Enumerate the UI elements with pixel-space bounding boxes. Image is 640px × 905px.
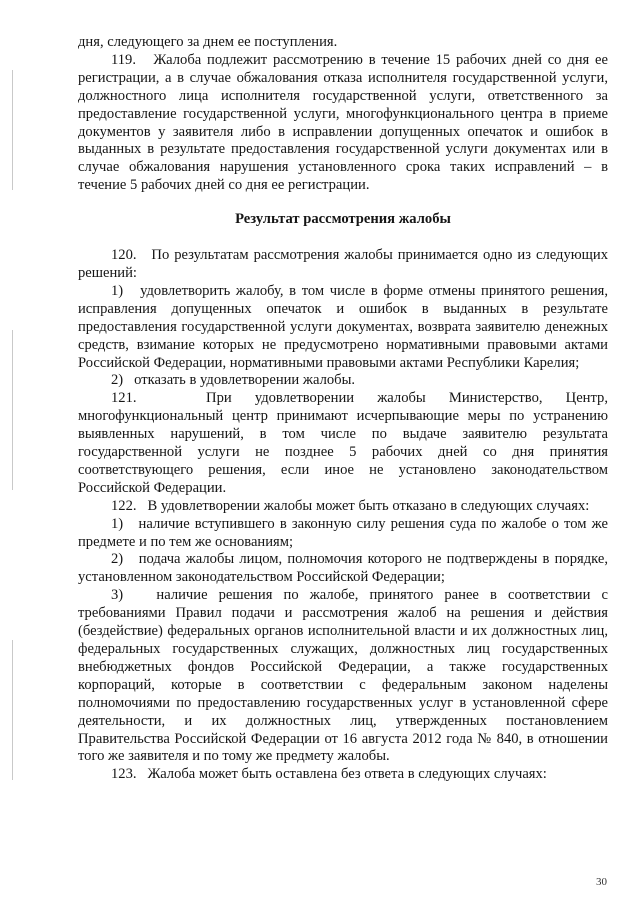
paragraph-120-item-2: 2) отказать в удовлетворении жалобы.	[111, 372, 356, 389]
paragraph-123: 123. Жалоба может быть оставлена без ответа в следующих случаях:	[111, 766, 547, 783]
paragraph-121: 121. При удовлетворении жалобы Министерство, Центр, многофункциональный центр принимают исчерпывающие меры по устранению выявленных нарушений, в том числе по выдаче заявителю результата государственной услуги не позднее 5 рабочих дней со дня принятия соответствующего решения, если иное не установлено законодательством Российской Федерации.	[78, 390, 608, 496]
page-number: 30	[596, 876, 607, 888]
section-heading: Результат рассмотрения жалобы	[235, 211, 451, 228]
scan-margin-mark	[12, 640, 13, 780]
paragraph-122: 122. В удовлетворении жалобы может быть отказано в следующих случаях:	[111, 497, 590, 514]
paragraph-119: 119. Жалоба подлежит рассмотрению в течение 15 рабочих дней со дня ее регистрации, а в случае обжалования отказа исполнителя государственной услуги, должностного лица исполнителя государственной услуги, ответственного за предоставление государственной услуги, многофункционального центра в приеме документов у заявителя либо в исправлении допущенных опечаток и ошибок в выданных в результате предоставления государственной услуги документах или в случае обжалования нарушения установленного срока таких исправлений – в течение 5 рабочих дней со дня ее регистрации.	[78, 51, 608, 194]
paragraph-122-item-1: 1) наличие вступившего в законную силу решения суда по жалобе о том же предмете и по тем же основаниям;	[78, 515, 608, 550]
scan-margin-mark	[12, 330, 13, 490]
paragraph-122-item-3: 3) наличие решения по жалобе, принятого ранее в соответствии с требованиями Правил подачи и рассмотрения жалоб на решения и действия (бездействие) федеральных органов исполнительной власти и их должностных лиц, федеральных государственных служащих, должностных лиц государственных внебюджетных фондов Российской Федерации, а также государственных корпораций, которые в соответствии с федеральным законом наделены полномочиями по предоставлению государственных услуг в установленной сфере деятельности, и их должностных лиц, утвержденных постановлением Правительства Российской Федерации от 16 августа 2012 года № 840, в отношении того же заявителя и по тому же предмету жалобы.	[78, 587, 608, 765]
paragraph-continuation: дня, следующего за днем ее поступления.	[78, 34, 338, 50]
paragraph-122-item-2: 2) подача жалобы лицом, полномочия которого не подтверждены в порядке, установленном законодательством Российской Федерации;	[78, 551, 608, 586]
paragraph-120-item-1: 1) удовлетворить жалобу, в том числе в форме отмены принятого решения, исправления допущенных опечаток и ошибок в выданных в результате предоставления государственной услуги документах, возврата заявителю денежных средств, взимание которых не предусмотрено нормативными правовыми актами Российской Федерации, нормативными правовыми актами Республики Карелия;	[78, 282, 608, 371]
paragraph-120: 120. По результатам рассмотрения жалобы принимается одно из следующих решений:	[78, 247, 608, 281]
scan-margin-mark	[12, 70, 13, 190]
